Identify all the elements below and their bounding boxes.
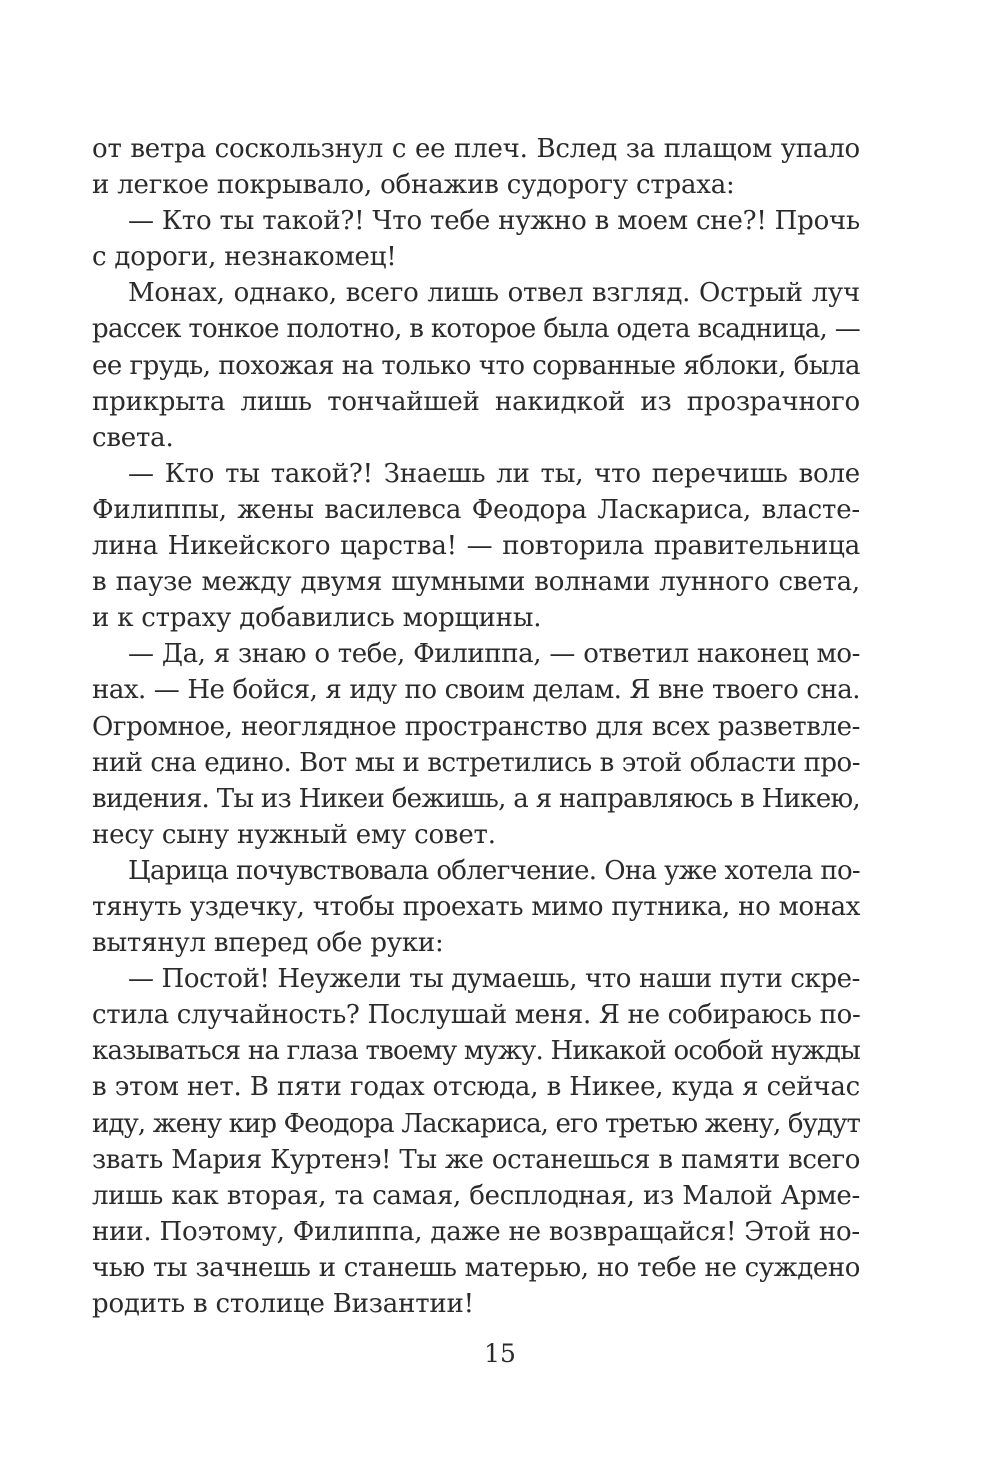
text-line: несу сыну нужный ему совет. bbox=[92, 819, 496, 850]
text-line: и к страху добавились морщины. bbox=[92, 603, 542, 634]
text-line: стила случайность? Послушай меня. Я не собираюсь по- bbox=[92, 1000, 861, 1031]
text-line: — Кто ты такой?! Знаешь ли ты, что перечишь воле bbox=[128, 458, 860, 489]
text-line: видения. Ты из Никеи бежишь, а я направляюсь в Никею, bbox=[92, 783, 860, 814]
text-line: — Постой! Неужели ты думаешь, что наши пути скре- bbox=[128, 964, 860, 995]
text-line: Филиппы, жены василевса Феодора Ласкариса, властe- bbox=[92, 494, 860, 525]
text-line: Царица почувствовала облегчение. Она уже хотела по- bbox=[128, 855, 860, 886]
text-line: и легкое покрывало, обнажив судорогу страха: bbox=[92, 170, 735, 201]
text-line: — Да, я знаю о тебе, Филиппа, — ответил наконец мо- bbox=[128, 639, 860, 670]
text-line: нах. — Не бойся, я иду по своим делам. Я вне твоего сна. bbox=[92, 675, 860, 706]
body-text bbox=[92, 131, 860, 1322]
text-line: рассек тонкое полотно, в которое была одета всадница, — bbox=[92, 314, 860, 345]
page-number: 15 bbox=[484, 1339, 516, 1368]
text-line: света. bbox=[92, 422, 174, 453]
text-line: звать Мария Куртенэ! Ты же останешься в памяти всего bbox=[92, 1144, 860, 1175]
text-line: казываться на глаза твоему мужу. Никакой особой нужды bbox=[92, 1036, 860, 1067]
text-line: вытянул вперед обе руки: bbox=[92, 928, 444, 959]
text-line: в этом нет. В пяти годах отсюда, в Никее, куда я сейчас bbox=[92, 1072, 860, 1103]
text-line: лина Никейского царства! — повторила правительница bbox=[92, 531, 860, 562]
text-line: тянуть уздечку, чтобы проехать мимо путника, но монах bbox=[92, 891, 860, 922]
text-line: ее грудь, похожая на только что сорванные яблоки, была bbox=[92, 350, 860, 381]
text-line: чью ты зачнешь и станешь матерью, но тебе не суждено bbox=[92, 1252, 860, 1283]
text-line: нии. Поэтому, Филиппа, даже не возвращайся! Этой но- bbox=[92, 1216, 860, 1247]
text-line: прикрыта лишь тончайшей накидкой из прозрачного bbox=[92, 386, 860, 417]
text-line: иду, жену кир Феодора Ласкариса, его третью жену, будут bbox=[92, 1108, 860, 1139]
text-line: в паузе между двумя шумными волнами лунного света, bbox=[92, 567, 860, 598]
text-line: от ветра соскользнул с ее плеч. Вслед за плащом упало bbox=[92, 134, 860, 164]
text-line: ний сна едино. Вот мы и встретились в этой области про- bbox=[92, 747, 860, 778]
text-line: — Кто ты такой?! Что тебе нужно в моем сне?! Прочь bbox=[128, 206, 860, 237]
text-line: Огромное, неоглядное пространство для всех разветвле- bbox=[92, 711, 860, 742]
text-line: Монах, однако, всего лишь отвел взгляд. Острый луч bbox=[128, 278, 860, 309]
text-line: родить в столице Византии! bbox=[92, 1289, 474, 1319]
text-line: с дороги, незнакомец! bbox=[92, 242, 397, 273]
text-line: лишь как вторая, та самая, бесплодная, из Малой Арме- bbox=[92, 1180, 860, 1211]
